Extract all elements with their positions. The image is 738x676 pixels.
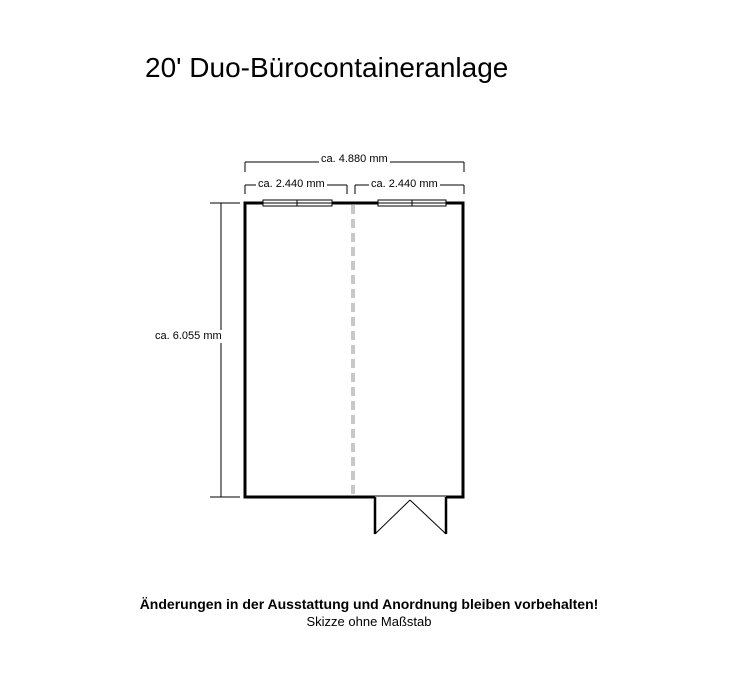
right-module-width-label: ca. 2.440 mm <box>371 178 438 190</box>
window-left <box>263 200 332 206</box>
length-dimension <box>210 203 240 497</box>
page-title: 20' Duo-Bürocontaineranlage <box>145 52 509 83</box>
window-right <box>378 200 446 206</box>
left-module-width-label: ca. 2.440 mm <box>258 178 325 190</box>
scale-note: Skizze ohne Maßstab <box>306 614 432 629</box>
total-width-label: ca. 4.880 mm <box>321 153 388 165</box>
disclaimer-note: Änderungen in der Ausstattung und Anordnung bleiben vorbehalten! <box>139 596 599 612</box>
door <box>375 497 446 534</box>
length-label: ca. 6.055 mm <box>155 330 222 342</box>
